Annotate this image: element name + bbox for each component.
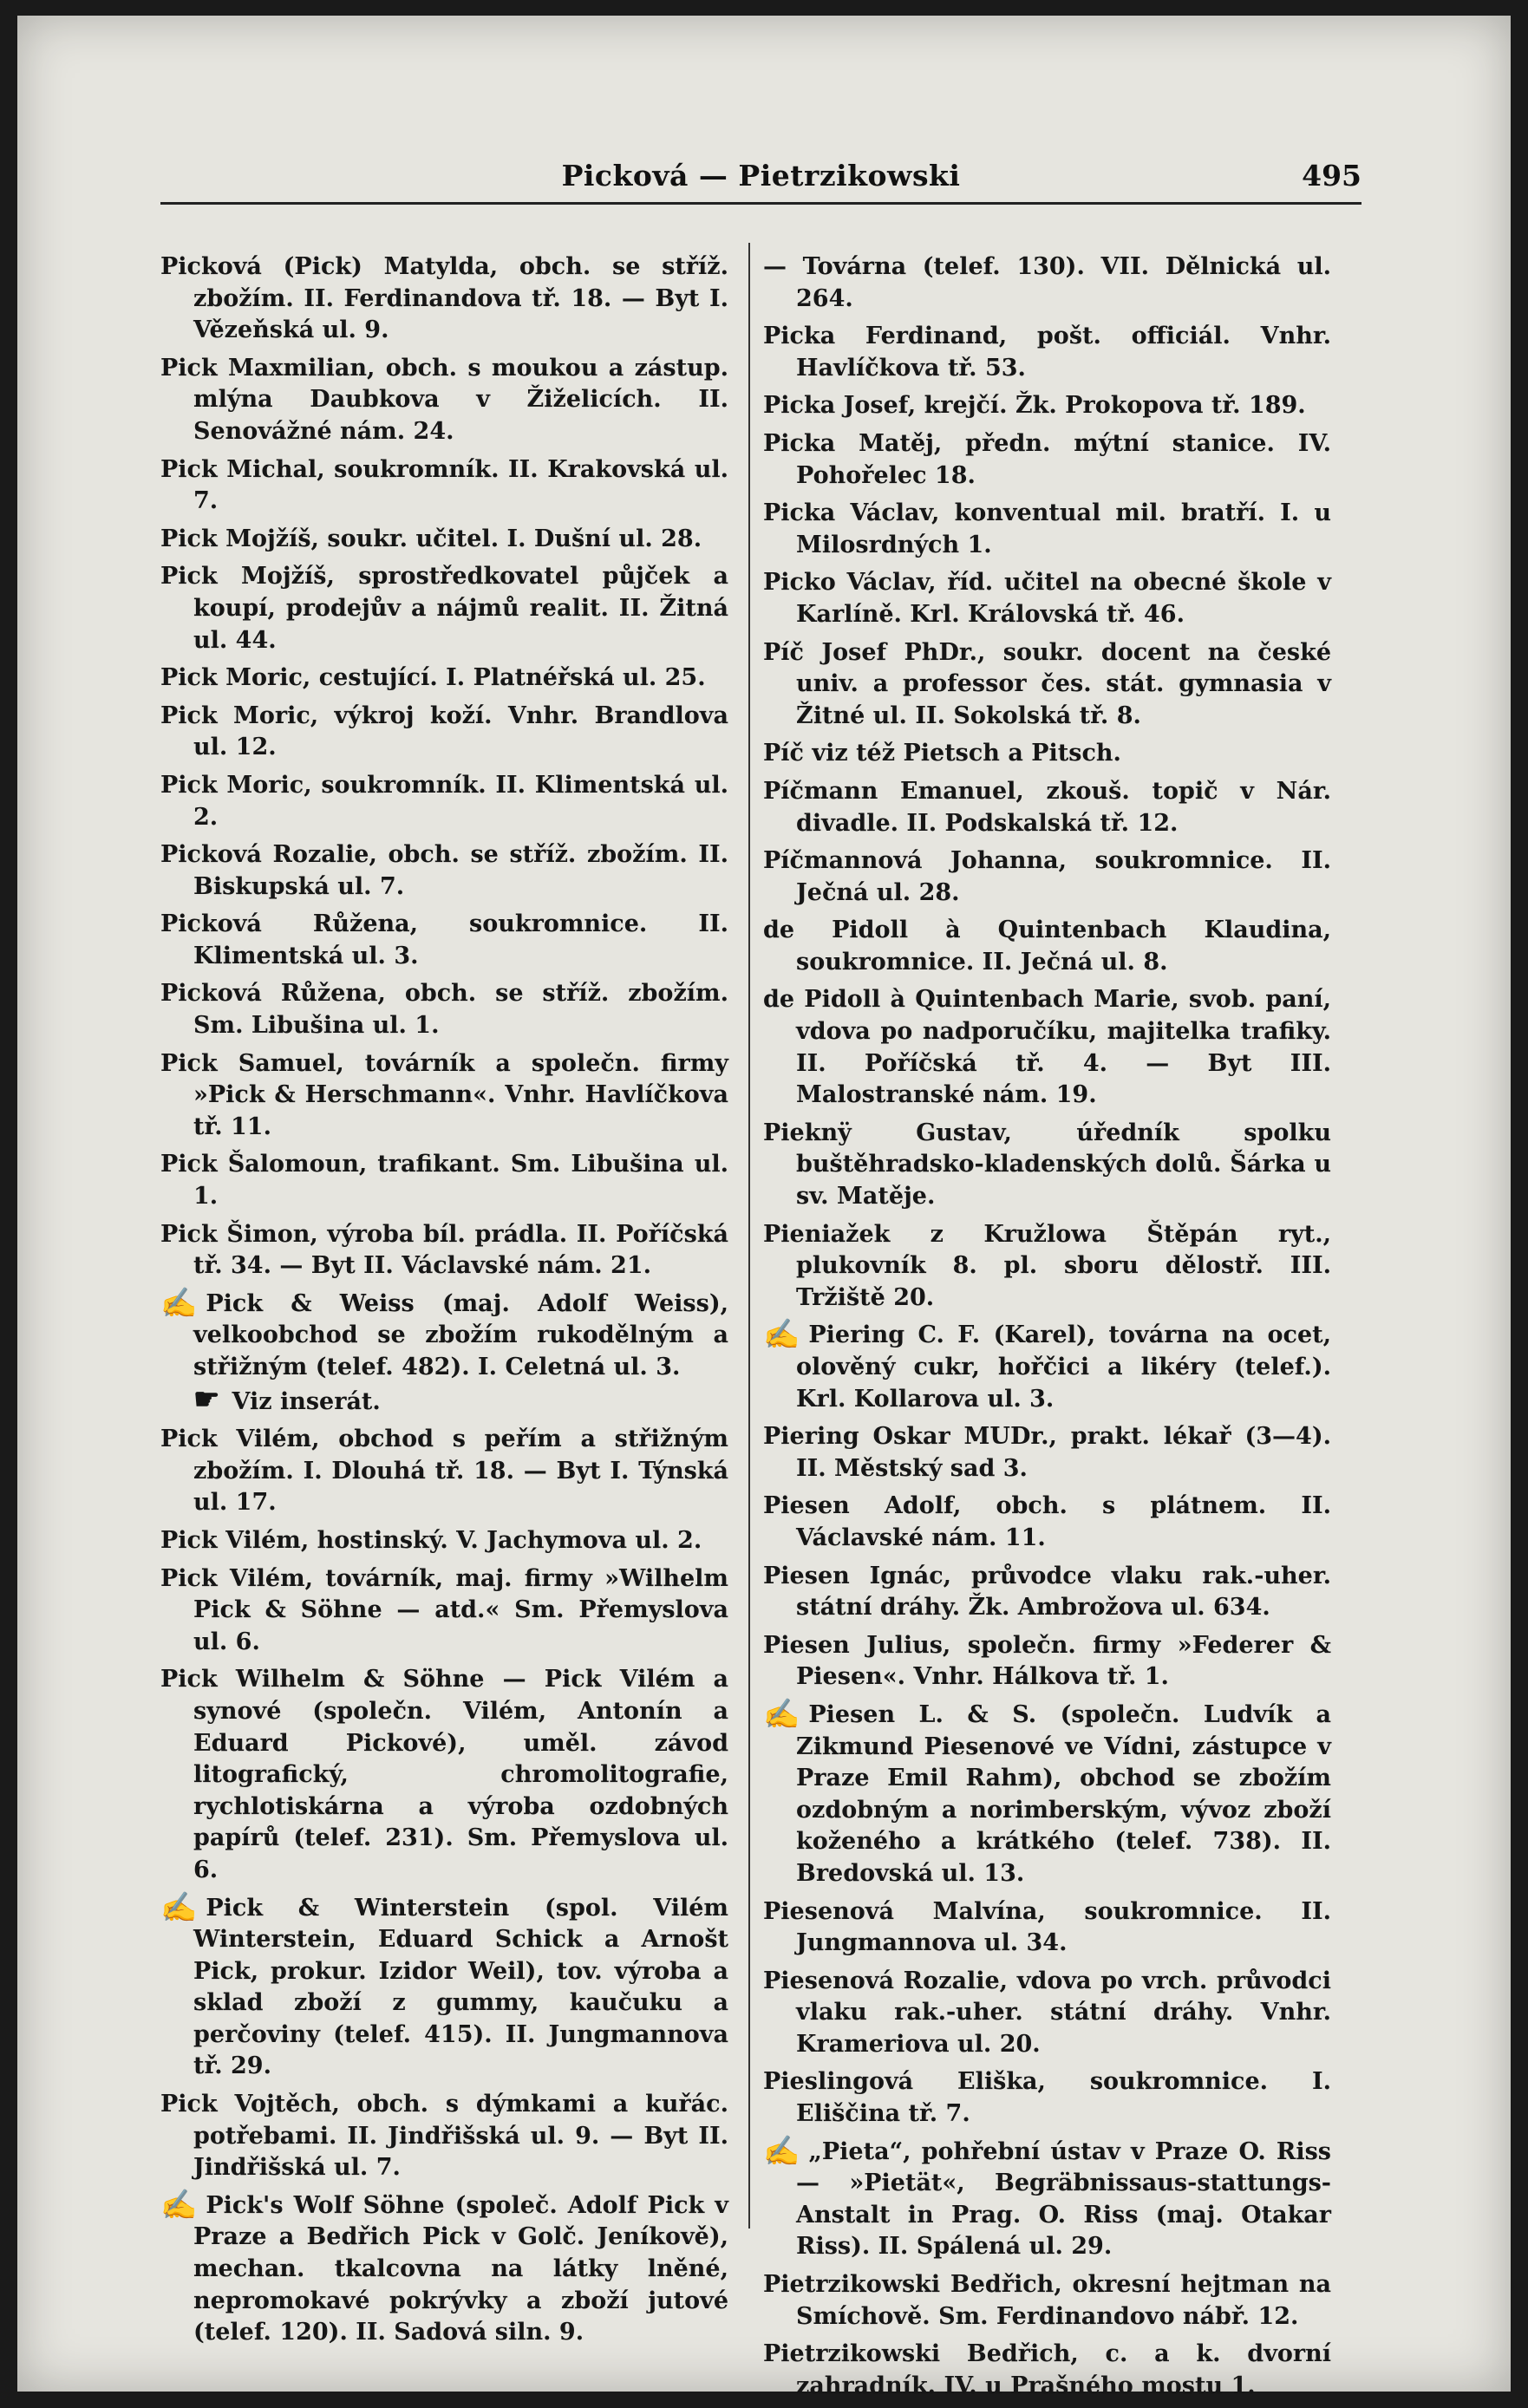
entry-text: Pietrzikowski Bedřich, okresní hejtman na Smíchově. Sm. Ferdinandovo nábř. 12. [763,2271,1331,2330]
directory-entry [160,839,728,903]
directory-entry [763,738,1331,770]
entry-text: Picková Rozalie, obch. se stříž. zbožím. II. Biskupská ul. 7. [160,841,728,900]
directory-entry [763,845,1331,909]
directory-entry [763,2133,1331,2263]
entry-text: Pick Moric, výkroj koží. Vnhr. Brandlova ul. 12. [160,702,728,761]
entry-text: Píč Josef PhDr., soukr. docent na české univ. a professor čes. stát. gymnasia v Žitné ul. II. Sokolská tř. 8. [763,638,1331,729]
entry-text: Pick Samuel, továrník a společn. firmy »Pick & Herschmann«. Vnhr. Havlíčkova tř. 11. [160,1049,728,1140]
entry-text: Píčmann Emanuel, zkouš. topič v Nár. divadle. II. Podskalská tř. 12. [763,777,1331,837]
advert-hand-icon: ✍ [763,1317,800,1353]
scanned-page [17,16,1511,2399]
advert-hand-icon: ✍ [160,2187,198,2222]
directory-entry [763,2339,1331,2402]
directory-entry [160,454,728,518]
pointing-hand-icon: ☛ [193,1381,220,1417]
left-column [160,251,728,2355]
right-column [763,251,1331,2408]
entry-text: Picka Ferdinand, pošt. officiál. Vnhr. Havlíčkova tř. 53. [763,323,1331,382]
entry-text: Picka Václav, konventual mil. bratří. I. u Milosrdných 1. [763,499,1331,558]
entry-text: Pick & Weiss (maj. Adolf Weiss), velkoobchod se zbožím rukodělným a střižným (telef. 482). I. Celetná ul. 3. [193,1289,728,1380]
advert-hand-icon: ✍ [160,1889,198,1925]
directory-entry [763,2066,1331,2130]
directory-entry [160,1424,728,1519]
entry-text: Pieslingová Eliška, soukromnice. I. Eliščina tř. 7. [763,2068,1331,2128]
entry-text: Pick Vilém, obchod s peřím a střižným zbožím. I. Dlouhá tř. 18. — Byt I. Týnská ul. 17. [160,1426,728,1517]
entry-text: Pick Šimon, výroba bíl. prádla. II. Poříčská tř. 34. — Byt II. Václavské nám. 21. [160,1220,728,1280]
entry-text: — Továrna (telef. 130). VII. Dělnická ul. 264. [763,253,1331,312]
entry-text: Pietrzikowski Bedřich, c. a k. dvorní zahradník. IV. u Prašného mostu 1. [763,2340,1331,2399]
advert-hand-icon: ✍ [763,1696,800,1732]
directory-entry [763,1561,1331,1624]
entry-text: Piesen Ignác, průvodce vlaku rak.-uher. státní dráhy. Žk. Ambrožova ul. 634. [763,1562,1331,1622]
entry-text: Pieniažek z Kružlowa Štěpán ryt., plukovník 8. pl. sboru dělostř. III. Tržiště 20. [763,1220,1331,1311]
directory-entry [160,1664,728,1886]
entry-text: Pick Moric, soukromník. II. Klimentská ul. 2. [160,771,728,831]
directory-entry [160,2187,728,2349]
entry-text: „Pieta“, pohřební ústav v Praze O. Riss — »Pietät«, Begräbnissaus-stattungs-Anstalt in Prag. O. Riss (maj. Otakar Riss). II. Spálená ul. 29. [796,2137,1331,2261]
directory-entry [763,776,1331,839]
entry-text: Picková Růžena, obch. se stříž. zbožím. Sm. Libušina ul. 1. [160,980,728,1040]
entry-text: Piesenová Malvína, soukromnice. II. Jungmannova ul. 34. [763,1897,1331,1957]
advert-hand-icon: ✍ [160,1285,198,1321]
entry-text: de Pidoll à Quintenbach Marie, svob. paní, vdova po nadporučíku, majitelka trafiky. II. Poříčská tř. 4. — Byt III. Malostranské nám. 19. [763,986,1331,1109]
directory-entry [160,1563,728,1659]
entry-text: Pick's Wolf Söhne (společ. Adolf Pick v Praze a Bedřich Pick v Golč. Jeníkově), mechan. tkalcovna na látky lněné, nepromokavé pokrývky a zboží jutové (telef. 120). II. Sadová siln. 9. [193,2191,728,2346]
entry-text: Picka Josef, krejčí. Žk. Prokopova tř. 189. [763,392,1306,420]
directory-entry [160,978,728,1041]
entry-text: Pick Šalomoun, trafikant. Sm. Libušina ul. 1. [160,1151,728,1211]
entry-text: Pick Moric, cestující. I. Platnéřská ul. 25. [160,664,706,692]
entry-text: Píčmannová Johanna, soukromnice. II. Ječná ul. 28. [763,847,1331,906]
directory-entry [763,1896,1331,1960]
directory-entry [763,321,1331,384]
entry-text: Pick Wilhelm & Söhne — Pick Vilém a synové (společn. Vilém, Antonín a Eduard Pickové), uměl. závod litografický, chromolitografie, rychlotiskárna a výroba ozdobných papírů (telef. 231). Sm. Přemyslova ul. 6. [160,1666,728,1883]
directory-entry [763,637,1331,733]
entry-text: Pick Maxmilian, obch. s moukou a zástup. mlýna Daubkova v Žiželicích. II. Senovážné nám. 24. [160,354,728,445]
directory-entry [763,1630,1331,1693]
directory-entry [763,1491,1331,1554]
entry-text: Pick Vilém, továrník, maj. firmy »Wilhelm Pick & Söhne — atd.« Sm. Přemyslova ul. 6. [160,1564,728,1655]
directory-entry [763,1118,1331,1213]
directory-entry [763,567,1331,630]
advert-hand-icon: ✍ [763,2133,800,2169]
directory-entry [160,1219,728,1282]
directory-entry [763,428,1331,492]
entry-text: Pick Michal, soukromník. II. Krakovská ul. 7. [160,455,728,515]
directory-entry [763,1219,1331,1315]
entry-text: Pick Vojtěch, obch. s dýmkami a kuřác. potřebami. II. Jindřišská ul. 9. — Byt II. Jindřišská ul. 7. [160,2091,728,2182]
directory-entry [160,1149,728,1212]
entry-text: Pick Mojžíš, soukr. učitel. I. Dušní ul. 28. [160,525,702,552]
directory-entry [763,1317,1331,1415]
directory-entry [763,984,1331,1111]
directory-entry [763,2269,1331,2333]
entry-text: Pick Mojžíš, sprostředkovatel půjček a koupí, prodejův a nájmů realit. II. Žitná ul. 44. [160,563,728,654]
note-text: Viz inserát. [232,1387,381,1415]
page-header [160,150,1361,205]
entry-text: Piesenová Rozalie, vdova po vrch. průvodci vlaku rak.-uher. státní dráhy. Vnhr. Krameriova ul. 20. [763,1967,1331,2058]
running-title: Picková — Pietrzikowski [561,159,961,193]
directory-entry [160,2089,728,2184]
column-divider [748,243,750,2229]
directory-entry [160,524,728,556]
entry-text: de Pidoll à Quintenbach Klaudina, soukromnice. II. Ječná ul. 8. [763,917,1331,976]
directory-entry [763,1421,1331,1485]
directory-entry [160,353,728,448]
entry-text: Piering Oskar MUDr., prakt. lékař (3—4). II. Městský sad 3. [763,1423,1331,1482]
directory-entry [763,390,1331,422]
entry-text: Piesen Adolf, obch. s plátnem. II. Václavské nám. 11. [763,1492,1331,1551]
directory-entry [160,909,728,972]
directory-entry [160,1285,728,1418]
directory-entry [160,770,728,833]
see-advert-note [193,1381,728,1419]
directory-entry [763,498,1331,561]
entry-text: Picka Matěj, předn. mýtní stanice. IV. Pohořelec 18. [763,429,1331,489]
directory-entry [763,915,1331,978]
directory-entry [763,1696,1331,1890]
directory-entry [763,251,1331,315]
directory-entry [160,251,728,347]
directory-entry [160,1525,728,1557]
entry-text: Picková Růžena, soukromnice. II. Klimentská ul. 3. [160,910,728,969]
entry-text: Picko Václav, říd. učitel na obecné škole v Karlíně. Krl. Královská tř. 46. [763,569,1331,628]
entry-text: Pick Vilém, hostinský. V. Jachymova ul. 2. [160,1526,702,1554]
directory-entry [160,662,728,695]
directory-entry [763,1966,1331,2061]
entry-text: Pick & Winterstein (spol. Vilém Winterstein, Eduard Schick a Arnošt Pick, prokur. Izidor Weil), tov. výroba a sklad zboží z gummy, kaučuku a perčoviny (telef. 415). II. Jungmannova tř. 29. [193,1894,728,2080]
entry-text: Picková (Pick) Matylda, obch. se stříž. zbožím. II. Ferdinandova tř. 18. — Byt I. Vězeňská ul. 9. [160,253,728,344]
directory-entry [160,561,728,656]
entry-text: Pieknÿ Gustav, úředník spolku buštěhradsko-kladenských dolů. Šárka u sv. Matěje. [763,1119,1331,1211]
entry-text: Piesen Julius, společn. firmy »Federer & Piesen«. Vnhr. Hálkova tř. 1. [763,1631,1331,1691]
directory-entry [160,1889,728,2084]
entry-text: Piesen L. & S. (společn. Ludvík a Zikmund Piesenové ve Vídni, zástupce v Praze Emil Rahm), obchod se zbožím ozdobným a norimberským, vývoz zboží koženého a krátkého (telef. 738). II. Bredovská ul. 13. [796,1700,1331,1887]
entry-text: Píč viz též Pietsch a Pitsch. [763,740,1121,767]
entry-text: Piering C. F. (Karel), továrna na ocet, olověný cukr, hořčici a likéry (telef.). Krl. Kollarova ul. 3. [796,1321,1331,1413]
directory-entry [160,701,728,764]
page-number: 495 [1302,159,1361,193]
directory-entry [160,1048,728,1144]
